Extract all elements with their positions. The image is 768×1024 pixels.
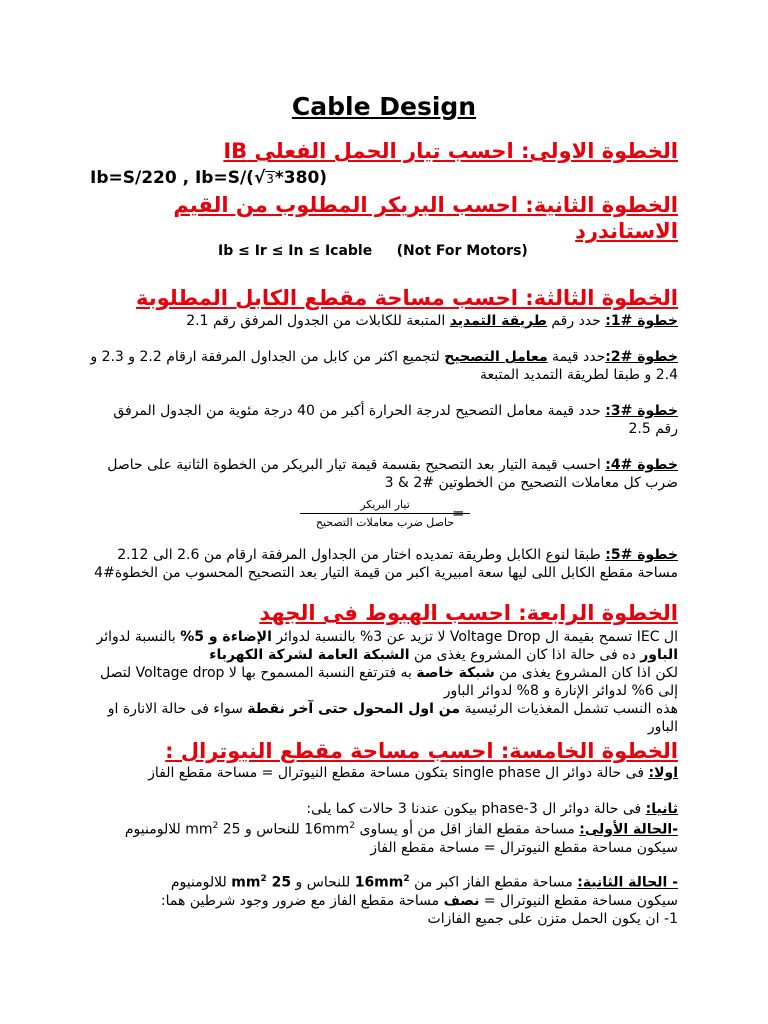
substep-4	[88, 456, 678, 492]
substep-1	[88, 312, 678, 330]
substep-2	[88, 348, 678, 384]
case-2-sup-a: 2	[403, 874, 410, 884]
voltage-drop-para-1	[88, 628, 678, 664]
substep-2-text-c: لتجميع اكثر من كابل من الجداول المرفقة ارقام 2.2 و 2.3 و 2.4 و طبقا لطريقة التمديد المتبعة	[90, 349, 678, 383]
vd1-a: ال IEC تسمح بقيمة ال Voltage Drop لا تزيد عن 3% بالنسبة لدوائر	[271, 629, 678, 645]
vd1-d: الباور	[640, 647, 678, 663]
substep-5-label: خطوة #5:	[605, 547, 678, 563]
step1-heading: الخطوة الاولى: احسب تيار الحمل الفعلى IB	[223, 139, 678, 163]
case-1-text-a: مساحة مقطع الفاز اقل من أو يساوى 16mm	[304, 821, 580, 838]
substep-1-text-a: حدد رقم	[546, 313, 606, 329]
vd3-c: سواء فى حالة الانارة او الباور	[107, 701, 678, 735]
vd3-b: من اول المحول حتى آخر نقطة	[247, 701, 461, 717]
inequality-text: Ib ≤ Ir ≤ In ≤ Icable	[218, 243, 373, 259]
case-2-aluminium: 25 mm	[231, 874, 292, 891]
substep-5-text: طبقا لنوع الكابل وطريقة تمديده اختار من الجداول المرفقة ارقام من 2.6 الى 2.12 مساحة مقطع الكابل اللى ليها سعة امبيرية اكبر من قيمة التيار بعد التصحيح المحسوب من الخطوة#4	[94, 547, 678, 581]
substep-4-text: احسب قيمة التيار بعد التصحيح بقسمة قيمة تيار البريكر من الخطوة الثانية على حاصل ضرب كل معاملات التصحيح من الخطوتين #2 & 3	[107, 457, 678, 491]
case-1-sup-a: 2	[349, 821, 356, 831]
neutral-first	[88, 764, 678, 782]
substep-1-label: خطوة #1:	[605, 313, 678, 329]
substep-3-label: خطوة #3:	[605, 403, 678, 419]
fraction-numerator: تيار البريكر	[300, 498, 470, 514]
voltage-drop-para-2	[88, 664, 678, 700]
case-2-result-a: سيكون مساحة مقطع النيوترال =	[479, 892, 678, 909]
substep-2-text-a: حدد قيمة	[547, 349, 606, 365]
substep-1-keyword: طريقة التمديد	[449, 313, 547, 329]
case-1-text-c: للالومنيوم	[124, 821, 186, 838]
vd2-b: شبكة خاصة	[416, 665, 495, 681]
case-2-condition-1: 1- ان يكون الحمل متزن على جميع الفازات	[427, 910, 678, 927]
vd3-a: هذه النسب تشمل المغذيات الرئيسية	[460, 701, 678, 717]
case-2-copper: 16mm	[354, 874, 404, 891]
formula-part-a: Ib=S/220 , Ib=S/(	[90, 168, 254, 188]
sqrt-symbol: √	[253, 168, 266, 188]
substep-3-text: حدد قيمة معامل التصحيح لدرجة الحرارة أكبر من 40 درجة مئوية من الجدول المرفق رقم 2.5	[113, 403, 678, 437]
correction-fraction	[300, 498, 470, 529]
vd1-b: الإضاءة و 5%	[180, 629, 272, 645]
current-formula	[90, 168, 327, 188]
step3-heading: الخطوة الثالثة: احسب مساحة مقطع الكابل المطلوبة	[135, 286, 678, 310]
substep-1-text-c: المتبعة للكابلات من الجدول المرفق رقم 2.1	[186, 313, 450, 329]
case-2-half: نصف	[443, 892, 480, 909]
vd2-a: لكن اذا كان المشروع يغذى من	[494, 665, 678, 681]
neutral-second-text: فى حالة دوائر ال 3-phase بيكون عندنا 3 حالات كما يلى:	[306, 801, 646, 817]
case-2-sup-b: 2	[260, 874, 267, 884]
formula-part-b: *380)	[274, 168, 328, 188]
substep-2-keyword: معامل التصحيح	[444, 349, 548, 365]
substep-2-label: خطوة #2:	[605, 349, 678, 365]
neutral-second	[88, 800, 678, 818]
vd1-f: الشبكة العامة لشركة الكهرباء	[209, 647, 410, 663]
voltage-drop-para-3	[88, 700, 678, 736]
step5-heading: الخطوة الخامسة: احسب مساحة مقطع النيوترال :	[165, 739, 678, 763]
sqrt-value: 3	[266, 172, 274, 186]
breaker-inequality	[218, 243, 528, 259]
fraction-denominator: حاصل ضرب معاملات التصحيح	[315, 516, 455, 529]
case-2-label: - الحالة الثانية:	[577, 874, 678, 891]
neutral-first-label: اولا:	[648, 765, 678, 781]
fraction-equals: =	[452, 504, 465, 522]
neutral-second-label: ثانيا:	[645, 801, 678, 817]
neutral-first-text: فى حالة دوائر ال single phase بتكون مساحة مقطع النيوترال = مساحة مقطع الفاز	[148, 765, 649, 781]
case-2-result-b: مساحة مقطع الفاز مع ضرور وجود شرطين هما:	[160, 892, 444, 909]
case-1-text-b: للنحاس و 25 mm	[185, 821, 305, 838]
substep-5	[88, 546, 678, 582]
substep-3	[88, 402, 678, 438]
step2-heading: الخطوة الثانية: احسب البريكر المطلوب من القيم الاستاندرد	[173, 193, 678, 243]
case-2	[88, 870, 678, 928]
vd1-c: بالنسبة لدوائر	[96, 629, 181, 645]
not-for-motors-note: (Not For Motors)	[396, 243, 528, 259]
step4-heading: الخطوة الرابعة: احسب الهبوط فى الجهد	[259, 601, 678, 625]
vd1-e: ده فى حالة اذا كان المشروع يغذى من	[409, 647, 641, 663]
vd2-c: به فترتفع النسبة المسموح بها لا Voltage drop لتصل إلى 6% لدوائر الإنارة و 8% لدوائر الباور	[99, 665, 678, 699]
case-2-text-c: للنحاس و	[291, 874, 355, 891]
case-1-result: سيكون مساحة مقطع النيوترال = مساحة مقطع الفاز	[370, 839, 678, 856]
case-1-label: -الحالة الأولى:	[579, 821, 678, 838]
case-2-text-a: مساحة مقطع الفاز اكبر من	[409, 874, 578, 891]
substep-4-label: خطوة #4:	[605, 457, 678, 473]
case-1-sup-b: 2	[212, 821, 219, 831]
case-1	[88, 817, 678, 857]
case-2-text-e: للالومنيوم	[170, 874, 232, 891]
page-title: Cable Design	[291, 92, 477, 121]
